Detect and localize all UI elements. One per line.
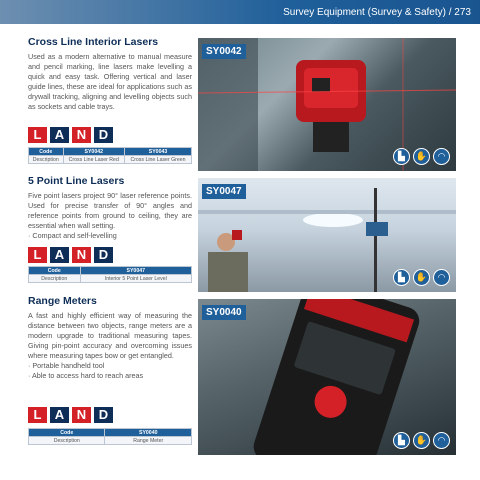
header-text: Survey Equipment (Survey & Safety) / 273 xyxy=(283,7,471,18)
ppe-icons xyxy=(393,148,450,165)
section-description: A fast and highly efficient way of measuring the distance between two objects, range meters are a modern upgrade to traditional measuring tapes. Giving pin-point accuracy and overcoming issues where measuring tapes bow or get entangled. xyxy=(28,311,192,360)
land-letter-n: N xyxy=(72,247,91,263)
code-label: Code xyxy=(29,148,64,156)
code-cell: SY0040 xyxy=(105,429,192,437)
land-letter-d: D xyxy=(94,407,113,423)
safety-boot-icon: ▙ xyxy=(393,269,410,286)
product-code-badge: SY0040 xyxy=(202,305,246,320)
bullet-item: · Portable handheld tool xyxy=(28,361,105,370)
safety-boot-icon: ▙ xyxy=(393,432,410,449)
product-code-table xyxy=(28,266,192,283)
bullet-item: · Compact and self-levelling xyxy=(28,231,117,240)
description-cell: Range Meter xyxy=(105,437,192,445)
section-5-point-lasers xyxy=(0,175,480,293)
glove-icon: ✋ xyxy=(413,269,430,286)
ppe-icons xyxy=(393,269,450,286)
land-letter-l: L xyxy=(28,127,47,143)
hard-hat-icon: ◠ xyxy=(433,432,450,449)
product-code-table xyxy=(28,147,192,164)
ppe-icons xyxy=(393,432,450,449)
section-title: Range Meters xyxy=(28,295,97,307)
product-code-badge: SY0042 xyxy=(202,44,246,59)
code-label: Code xyxy=(29,429,105,437)
description-cell: Interior 5 Point Laser Level xyxy=(80,275,192,283)
product-photo-5-point-laser xyxy=(198,178,456,292)
land-letter-n: N xyxy=(72,407,91,423)
description-cell: Cross Line Laser Green xyxy=(125,156,192,164)
product-code-table xyxy=(28,428,192,445)
section-body xyxy=(28,191,192,241)
land-letter-d: D xyxy=(94,127,113,143)
section-body xyxy=(28,311,192,381)
code-cell: SY0043 xyxy=(125,148,192,156)
glove-icon: ✋ xyxy=(413,148,430,165)
code-cell: SY0047 xyxy=(80,267,192,275)
section-body xyxy=(28,52,192,112)
bullet-item: · Able to access hard to reach areas xyxy=(28,371,144,380)
description-label: Description xyxy=(29,437,105,445)
land-letter-l: L xyxy=(28,407,47,423)
section-description: Five point lasers project 90° laser reference points. Used for precise transfer of 90° angles and reference points from ground to ceiling, they are essential when wall setting. xyxy=(28,191,192,230)
code-cell: SY0042 xyxy=(63,148,125,156)
land-logo xyxy=(28,247,113,263)
section-range-meters xyxy=(0,295,480,455)
section-cross-line-lasers xyxy=(0,36,480,174)
section-description: Used as a modern alternative to manual measure and pencil marking, line lasers make levelling a quick and easy task. Offering vertical and laser guide lines, these are ideal for applications such as drywall tracking, aligning and levelling objects such as sockets and cable trays. xyxy=(28,52,192,111)
product-code-badge: SY0047 xyxy=(202,184,246,199)
land-letter-l: L xyxy=(28,247,47,263)
land-letter-a: A xyxy=(50,127,69,143)
code-label: Code xyxy=(29,267,81,275)
product-photo-range-meter xyxy=(198,299,456,455)
safety-boot-icon: ▙ xyxy=(393,148,410,165)
product-photo-cross-line-laser xyxy=(198,38,456,171)
description-label: Description xyxy=(29,275,81,283)
description-cell: Cross Line Laser Red xyxy=(63,156,125,164)
land-letter-a: A xyxy=(50,407,69,423)
land-logo xyxy=(28,407,113,423)
land-logo xyxy=(28,127,113,143)
hard-hat-icon: ◠ xyxy=(433,148,450,165)
section-title: Cross Line Interior Lasers xyxy=(28,36,159,48)
section-title: 5 Point Line Lasers xyxy=(28,175,125,187)
hard-hat-icon: ◠ xyxy=(433,269,450,286)
land-letter-d: D xyxy=(94,247,113,263)
page-header xyxy=(0,0,480,24)
glove-icon: ✋ xyxy=(413,432,430,449)
land-letter-a: A xyxy=(50,247,69,263)
description-label: Description xyxy=(29,156,64,164)
land-letter-n: N xyxy=(72,127,91,143)
